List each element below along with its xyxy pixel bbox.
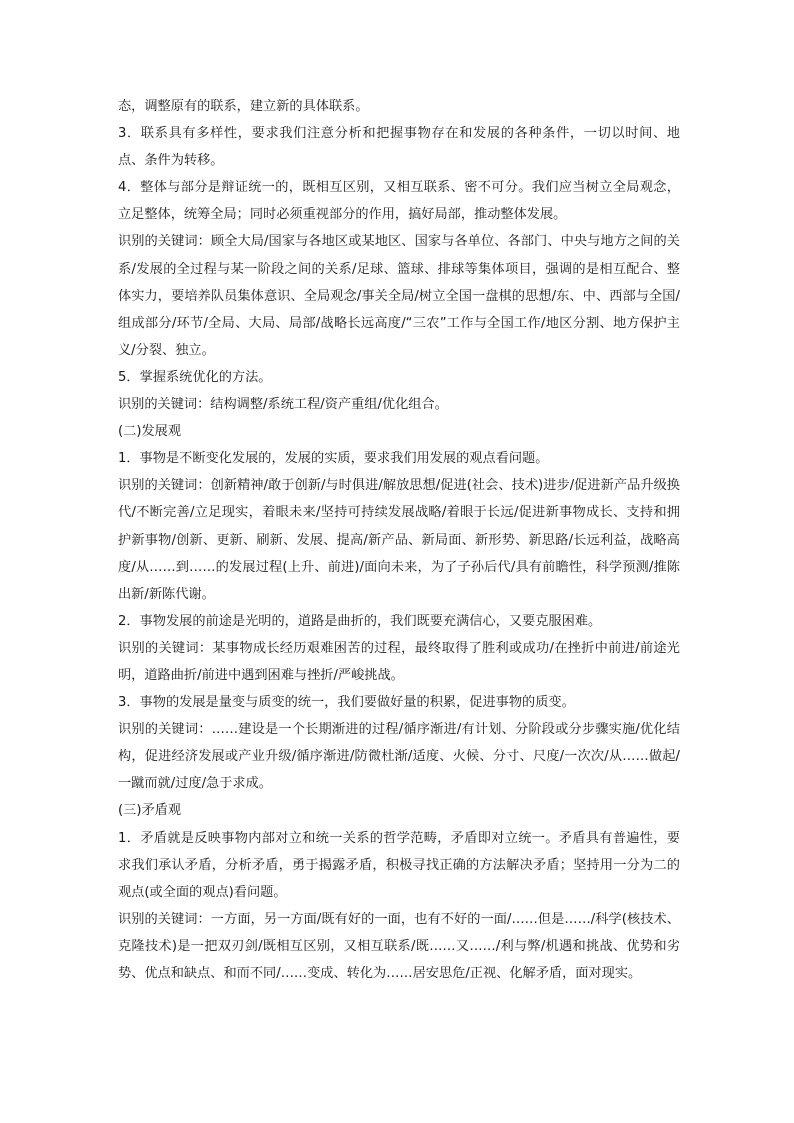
paragraph-contradiction-1: 1．矛盾就是反映事物内部对立和统一关系的哲学范畴，矛盾即对立统一。矛盾具有普遍性，要求我们承认矛盾，分析矛盾，勇于揭露矛盾，积极寻找正确的方法解决矛盾；坚持用一分为二的观点(或全面的观点)看问题。 — [118, 830, 680, 900]
document-page — [118, 93, 680, 987]
keywords-development-2: 识别的关键词：某事物成长经历艰难困苦的过程，最终取得了胜利或成功/在挫折中前进/前途光明，道路曲折/前进中遇到困难与挫折/严峻挑战。 — [118, 640, 680, 683]
section-heading-contradiction: (三)矛盾观 — [118, 803, 182, 819]
paragraph-continuation: 态，调整原有的联系，建立新的具体联系。 — [118, 99, 369, 114]
paragraph-point-3: 3．联系具有多样性，要求我们注意分析和把握事物存在和发展的各种条件，一切以时间、地点、条件为转移。 — [118, 126, 680, 169]
keywords-system-optimization: 识别的关键词：结构调整/系统工程/资产重组/优化组合。 — [118, 397, 448, 413]
paragraph-point-4: 4．整体与部分是辩证统一的，既相互区别，又相互联系、密不可分。我们应当树立全局观念，立足整体，统筹全局；同时必须重视部分的作用，搞好局部，推动整体发展。 — [118, 180, 680, 223]
paragraph-development-3: 3．事物的发展是量变与质变的统一，我们要做好量的积累，促进事物的质变。 — [118, 695, 575, 711]
paragraph-point-5: 5．掌握系统优化的方法。 — [118, 369, 272, 385]
paragraph-development-2: 2．事物发展的前途是光明的，道路是曲折的，我们既要充满信心，又要克服困难。 — [118, 613, 602, 629]
keywords-development-1: 识别的关键词：创新精神/敢于创新/与时俱进/解放思想/促进(社会、技术)进步/促进新产品升级换代/不断完善/立足现实，着眼未来/坚持可持续发展战略/着眼于长远/促进新事物成长、支持和拥护新事物/创新、更新、刷新、发展、提高/新产品、新局面、新形势、新思路/长远利益，战略高度/从……到……的发展过程(上升、前进)/面向未来，为了子孙后代/具有前瞻性，科学预测/推陈出新/新陈代谢。 — [118, 478, 680, 602]
keywords-development-3: 识别的关键词：……建设是一个长期渐进的过程/循序渐进/有计划、分阶段或分步骤实施/优化结构，促进经济发展或产业升级/循序渐进/防微杜渐/适度、火候、分寸、尺度/一次次/从……做起/一蹴而就/过度/急于求成。 — [118, 722, 680, 792]
keywords-whole-and-part: 识别的关键词：顾全大局/国家与各地区或某地区、国家与各单位、各部门、中央与地方之间的关系/发展的全过程与某一阶段之间的关系/足球、篮球、排球等集体项目，强调的是相互配合、整体实力，要培养队员集体意识、全局观念/事关全局/树立全国一盘棋的思想/东、中、西部与全国/组成部分/环节/全局、大局、局部/战略长远高度/“三农”工作与全国工作/地区分割、地方保护主义/分裂、独立。 — [118, 234, 680, 358]
section-heading-development: (二)发展观 — [118, 424, 182, 440]
keywords-contradiction-1: 识别的关键词：一方面，另一方面/既有好的一面，也有不好的一面/……但是……/科学(核技术、克隆技术)是一把双刃剑/既相互区别，又相互联系/既……又……/利与弊/机遇和挑战、优势和劣势、优点和缺点、和而不同/……变成、转化为……居安思危/正视、化解矛盾，面对现实。 — [118, 911, 680, 981]
paragraph-development-1: 1．事物是不断变化发展的，发展的实质，要求我们用发展的观点看问题。 — [118, 451, 549, 467]
